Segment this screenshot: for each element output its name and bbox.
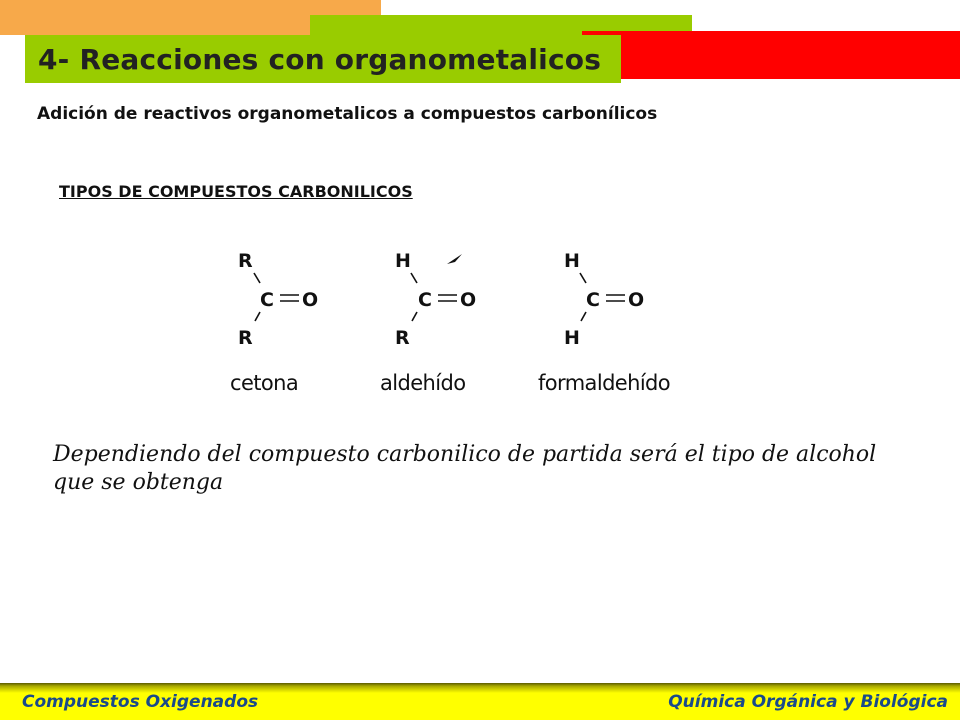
explanation-text: Dependiendo del compuesto carbonilico de partida será el tipo de alcohol que se obtenga: [53, 442, 877, 495]
compound-3-bottom-atom: H: [564, 327, 580, 349]
compound-3-oxygen: O: [628, 289, 645, 311]
header-red-bar: [582, 31, 960, 79]
footer-right-label: Química Orgánica y Biológica: [668, 691, 948, 712]
compound-3-name: formaldehído: [538, 371, 671, 395]
compound-1-oxygen: O: [302, 289, 319, 311]
compound-1-top-bond: [254, 273, 260, 283]
compound-3-top-bond: [580, 273, 586, 283]
compound-3-carbon: C: [586, 289, 600, 311]
compound-2-top-atom: H: [395, 250, 411, 272]
footer-bar: [0, 683, 960, 720]
stray-mark: [447, 254, 462, 264]
slide-title: 4- Reacciones con organometalicos: [38, 42, 602, 76]
compound-formaldehido: [538, 250, 670, 395]
compound-2-bottom-atom: R: [395, 327, 410, 349]
compound-2-bottom-bond: [412, 312, 417, 321]
compound-1-name: cetona: [230, 371, 299, 395]
carbonyl-structures: [200, 240, 720, 400]
compound-2-oxygen: O: [460, 289, 477, 311]
compound-1-bottom-bond: [255, 312, 260, 321]
section-heading: TIPOS DE COMPUESTOS CARBONILICOS: [59, 182, 413, 201]
compound-aldehido: [380, 250, 476, 395]
compound-2-top-bond: [411, 273, 417, 283]
compound-2-name: aldehído: [380, 371, 466, 395]
slide-subtitle: Adición de reactivos organometalicos a compuestos carbonílicos: [37, 104, 658, 124]
compound-1-bottom-atom: R: [238, 327, 253, 349]
compound-cetona: [230, 250, 318, 395]
compound-3-bottom-bond: [581, 312, 586, 321]
footer-left-label: Compuestos Oxigenados: [22, 691, 259, 712]
compound-1-carbon: C: [260, 289, 274, 311]
title-banner: [25, 35, 621, 83]
compound-3-top-atom: H: [564, 250, 580, 272]
compound-1-top-atom: R: [238, 250, 253, 272]
compound-2-carbon: C: [418, 289, 432, 311]
